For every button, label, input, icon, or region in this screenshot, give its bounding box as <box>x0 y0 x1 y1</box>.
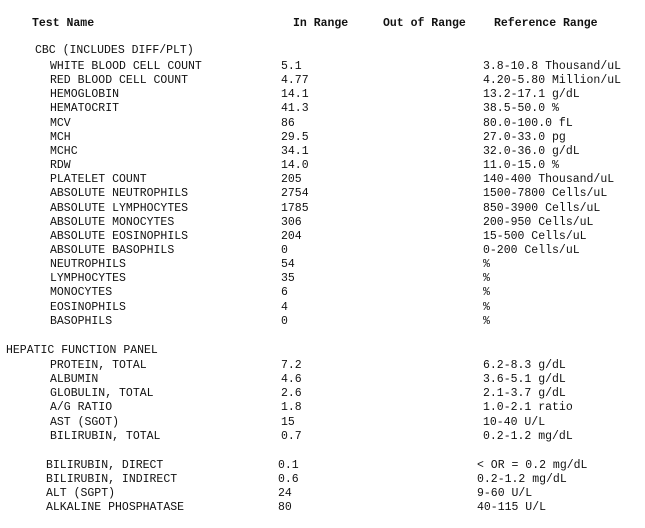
result-row <box>0 430 645 444</box>
reference-range: 13.2-17.1 g/dL <box>483 88 580 102</box>
test-name: MCV <box>50 116 71 130</box>
in-range-value: 15 <box>281 415 295 429</box>
reference-range: 0.2-1.2 mg/dL <box>483 429 573 443</box>
test-name: ABSOLUTE BASOPHILS <box>50 243 175 257</box>
in-range-value: 14.0 <box>281 159 309 173</box>
reference-range: 3.8-10.8 Thousand/uL <box>483 60 622 73</box>
reference-range: 200-950 Cells/uL <box>483 215 594 229</box>
result-row <box>0 258 645 272</box>
result-row <box>0 60 645 74</box>
in-range-value: 0.7 <box>281 429 302 443</box>
in-range-value: 35 <box>281 272 295 286</box>
in-range-value: 205 <box>281 173 302 187</box>
result-row <box>0 272 645 286</box>
test-name: ABSOLUTE EOSINOPHILS <box>50 229 189 243</box>
test-name: ABSOLUTE MONOCYTES <box>50 215 175 229</box>
test-name: MCH <box>50 130 71 144</box>
in-range-value: 86 <box>281 116 295 130</box>
in-range-value: 4.6 <box>281 373 302 387</box>
in-range-value: 1.8 <box>281 401 302 415</box>
result-row <box>0 487 645 501</box>
reference-range: 0-200 Cells/uL <box>483 243 580 257</box>
in-range-value: 34.1 <box>281 144 309 158</box>
in-range-value: 0.6 <box>278 473 299 487</box>
reference-range: % <box>483 258 490 272</box>
result-row <box>0 387 645 401</box>
reference-range: % <box>483 314 490 328</box>
test-name: WHITE BLOOD CELL COUNT <box>50 60 202 73</box>
result-row <box>0 88 645 102</box>
test-name: PROTEIN, TOTAL <box>50 359 147 372</box>
in-range-value: 5.1 <box>281 60 302 73</box>
header-test-name: Test Name <box>32 17 95 30</box>
reference-range: 2.1-3.7 g/dL <box>483 387 566 401</box>
test-name: RED BLOOD CELL COUNT <box>50 74 189 88</box>
header-reference-range: Reference Range <box>494 17 598 30</box>
test-name: BILIRUBIN, TOTAL <box>50 429 161 443</box>
test-name: NEUTROPHILS <box>50 258 126 272</box>
reference-range: 4.20-5.80 Million/uL <box>483 74 622 88</box>
in-range-value: 0 <box>281 243 288 257</box>
test-name: MCHC <box>50 144 78 158</box>
test-name: BILIRUBIN, INDIRECT <box>46 473 178 487</box>
test-name: MONOCYTES <box>50 286 113 300</box>
in-range-value: 24 <box>278 487 292 501</box>
result-row <box>0 117 645 131</box>
result-row <box>0 202 645 216</box>
in-range-value: 6 <box>281 286 288 300</box>
section-title-cbc: CBC (INCLUDES DIFF/PLT) <box>35 44 194 57</box>
result-row <box>0 187 645 201</box>
reference-range: 140-400 Thousand/uL <box>483 173 615 187</box>
reference-range: 3.6-5.1 g/dL <box>483 373 566 387</box>
header-in-range: In Range <box>293 17 349 30</box>
test-name: ABSOLUTE LYMPHOCYTES <box>50 201 189 215</box>
reference-range: 9-60 U/L <box>477 487 533 501</box>
in-range-value: 7.2 <box>281 359 302 372</box>
reference-range: 40-115 U/L <box>477 501 547 515</box>
in-range-value: 0.1 <box>278 459 299 472</box>
result-row <box>0 173 645 187</box>
section-title-hepatic: HEPATIC FUNCTION PANEL <box>6 344 158 357</box>
result-row <box>0 501 645 515</box>
result-row <box>0 416 645 430</box>
reference-range: 1.0-2.1 ratio <box>483 401 573 415</box>
result-row <box>0 301 645 315</box>
result-row <box>0 459 645 473</box>
result-row <box>0 131 645 145</box>
result-row <box>0 373 645 387</box>
result-row <box>0 230 645 244</box>
test-name: GLOBULIN, TOTAL <box>50 387 154 401</box>
in-range-value: 306 <box>281 215 302 229</box>
reference-range: 11.0-15.0 % <box>483 159 559 173</box>
test-name: RDW <box>50 159 71 173</box>
test-name: PLATELET COUNT <box>50 173 147 187</box>
in-range-value: 80 <box>278 501 292 515</box>
header-out-of-range: Out of Range <box>383 17 466 30</box>
test-name: HEMOGLOBIN <box>50 88 120 102</box>
result-row <box>0 74 645 88</box>
in-range-value: 2754 <box>281 187 309 201</box>
test-name: LYMPHOCYTES <box>50 272 126 286</box>
in-range-value: 54 <box>281 258 295 272</box>
test-name: EOSINOPHILS <box>50 300 126 314</box>
reference-range: 27.0-33.0 pg <box>483 130 566 144</box>
reference-range: % <box>483 286 490 300</box>
reference-range: 32.0-36.0 g/dL <box>483 144 580 158</box>
test-name: HEMATOCRIT <box>50 102 120 116</box>
in-range-value: 0 <box>281 314 288 328</box>
test-name: AST (SGOT) <box>50 415 120 429</box>
reference-range: % <box>483 272 490 286</box>
in-range-value: 29.5 <box>281 130 309 144</box>
result-row <box>0 102 645 116</box>
test-name: BILIRUBIN, DIRECT <box>46 459 164 472</box>
reference-range: 38.5-50.0 % <box>483 102 559 116</box>
in-range-value: 4 <box>281 300 288 314</box>
in-range-value: 41.3 <box>281 102 309 116</box>
reference-range: 1500-7800 Cells/uL <box>483 187 608 201</box>
test-name: ALKALINE PHOSPHATASE <box>46 501 185 515</box>
reference-range: 10-40 U/L <box>483 415 546 429</box>
in-range-value: 2.6 <box>281 387 302 401</box>
result-row <box>0 145 645 159</box>
reference-range: % <box>483 300 490 314</box>
result-row <box>0 286 645 300</box>
test-name: ALBUMIN <box>50 373 99 387</box>
test-name: ALT (SGPT) <box>46 487 116 501</box>
reference-range: 80.0-100.0 fL <box>483 116 573 130</box>
reference-range: 850-3900 Cells/uL <box>483 201 601 215</box>
in-range-value: 14.1 <box>281 88 309 102</box>
result-row <box>0 359 645 373</box>
test-name: ABSOLUTE NEUTROPHILS <box>50 187 189 201</box>
test-name: A/G RATIO <box>50 401 113 415</box>
result-row <box>0 244 645 258</box>
reference-range: 6.2-8.3 g/dL <box>483 359 566 372</box>
in-range-value: 4.77 <box>281 74 309 88</box>
reference-range: 0.2-1.2 mg/dL <box>477 473 567 487</box>
result-row <box>0 216 645 230</box>
reference-range: 15-500 Cells/uL <box>483 229 587 243</box>
result-row <box>0 315 645 329</box>
in-range-value: 1785 <box>281 201 309 215</box>
in-range-value: 204 <box>281 229 302 243</box>
test-name: BASOPHILS <box>50 314 113 328</box>
result-row <box>0 159 645 173</box>
result-row <box>0 473 645 487</box>
reference-range: < OR = 0.2 mg/dL <box>477 459 588 472</box>
result-row <box>0 401 645 415</box>
